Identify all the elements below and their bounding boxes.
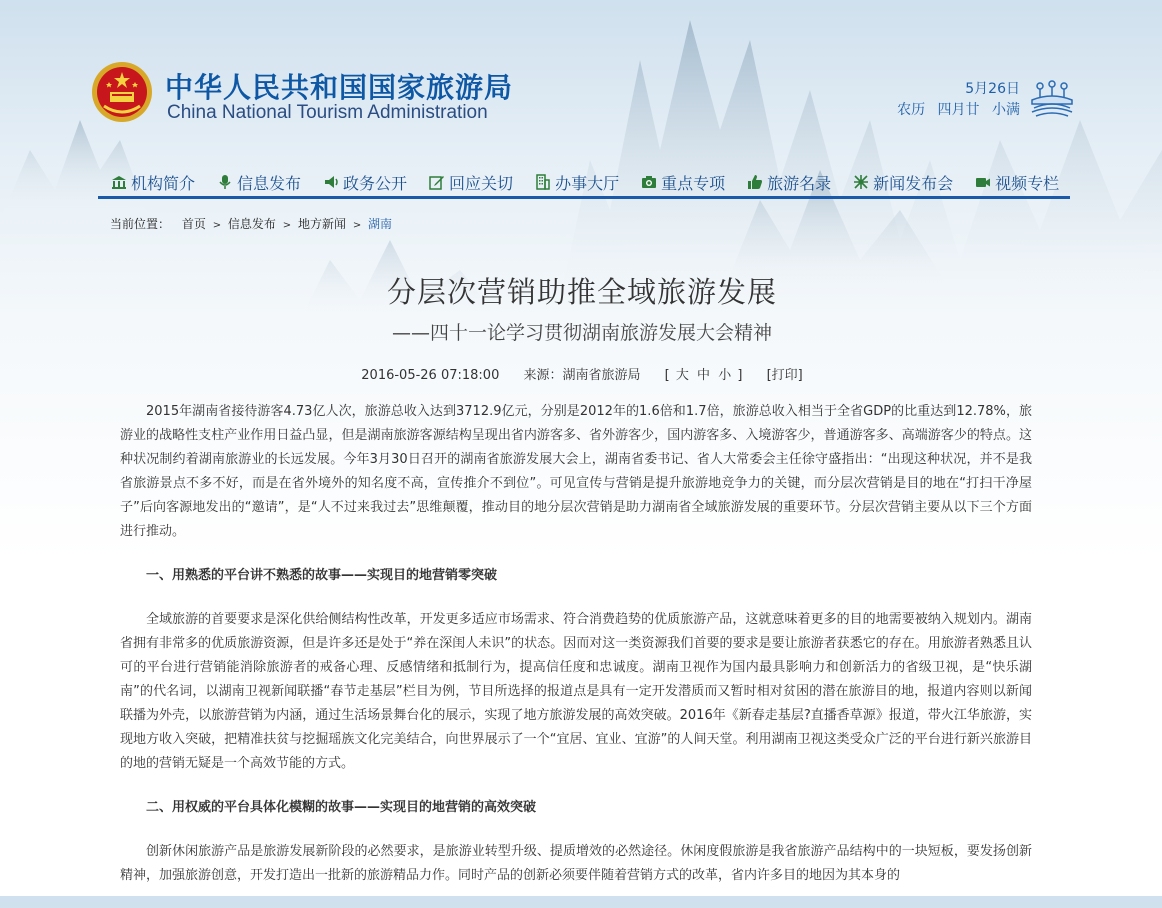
nav-label: 重点专项 <box>661 173 726 193</box>
breadcrumb-local-news[interactable]: 地方新闻 <box>297 217 346 231</box>
breadcrumb-label: 当前位置： <box>110 217 171 231</box>
nav-item-tourism-directory[interactable] <box>747 168 831 196</box>
national-emblem-icon[interactable] <box>90 60 154 124</box>
nav-label: 视频专栏 <box>995 173 1060 193</box>
lunar-label: 农历 <box>897 102 926 118</box>
nav-item-about[interactable] <box>111 168 195 196</box>
nav-label: 政务公开 <box>343 173 408 193</box>
article-source: 来源：湖南省旅游局 <box>523 368 641 383</box>
article-title: 分层次营销助推全域旅游发展 <box>386 275 777 309</box>
breadcrumb-separator-icon: > <box>212 220 222 231</box>
section-heading: 一、用熟悉的平台讲不熟悉的故事——实现目的地营销零突破 <box>146 568 498 583</box>
nav-label: 回应关切 <box>449 173 514 193</box>
site-title-en[interactable]: China National Tourism Administration <box>167 102 488 123</box>
font-size-small-button[interactable]: 小 <box>718 368 732 383</box>
breadcrumb-separator-icon: > <box>282 220 292 231</box>
article-paragraph: 2015年湖南省接待游客4.73亿人次，旅游总收入达到3712.9亿元，分别是2012年的1.6倍和1.7倍，旅游总收入相当于全省GDP的比重达到12.78%，旅游业的战略性支柱产业作用日益凸显，但是湖南旅游客源结构呈现出省内游客多、省外游客少，国内游客多、入境游客少，普通游客多、高端游客少的特点。这种状况制约着湖南旅游业的长远发展。今年3月30日召开的湖南省旅游发展大会上，湖南省委书记、省人大常委会主任徐守盛指出：“出现这种状况，并不是我省旅游景点不多不好，而是在省外境外的知名度不高，宣传推介不到位”。可见宣传与营销是提升旅游地竞争力的关键，而分层次营销是目的地在“打扫干净屋子”后向客源地发出的“邀请”，是“人不过来我过去”思维颠覆，推动目的地分层次营销是助力湖南省全域旅游发展的重要环节。分层次营销主要从以下三个方面进行推动。 <box>120 404 1032 539</box>
print-button[interactable]: [打印] <box>766 368 803 383</box>
building-icon <box>111 174 127 190</box>
nav-item-service-hall[interactable] <box>535 168 619 196</box>
article-paragraph: 全域旅游的首要要求是深化供给侧结构性改革，开发更多适应市场需求、符合消费趋势的优质旅游产品，这就意味着更多的目的地需要被纳入规划内。湖南省拥有非常多的优质旅游资源，但是许多还是处于“养在深闺人未识”的状态。因而对这一类资源我们首要的要求是要让旅游者获悉它的存在。用旅游者熟悉且认可的平台进行营销能消除旅游者的戒备心理、反感情绪和抵制行为，提高信任度和忠诚度。湖南卫视作为国内最具影响力和创新活力的省级卫视，是“快乐湖南”的代名词，以湖南卫视新闻联播“春节走基层”栏目为例，节目所选择的报道点是具有一定开发潜质而又暂时相对贫困的潜在旅游目的地，报道内容则以新闻联播为外壳，以旅游营销为内涵，通过生活场景舞台化的展示，实现了地方旅游发展的高效突破。2016年《新春走基层?直播香草源》报道，带火江华旅游，实现地方收入突破，把精准扶贫与挖掘瑶族文化完美结合，向世界展示了一个“宜居、宜业、宜游”的人间天堂。利用湖南卫视这类受众广泛的平台进行新兴旅游目的地的营销无疑是一个高效节能的方式。 <box>120 612 1032 771</box>
nav-label: 旅游名录 <box>767 173 832 193</box>
date-block <box>880 80 1020 120</box>
nav-label: 新闻发布会 <box>873 173 954 193</box>
breadcrumb-separator-icon: > <box>352 220 362 231</box>
font-size-large-button[interactable]: 大 <box>675 368 689 383</box>
nav-item-gov-affairs[interactable] <box>323 168 407 196</box>
gregorian-date: 5月26日 <box>965 81 1020 97</box>
bracket-open: [ <box>664 368 670 383</box>
nav-item-news[interactable] <box>217 168 301 196</box>
camera-icon <box>641 174 657 190</box>
nav-label: 办事大厅 <box>555 173 620 193</box>
nav-item-response[interactable] <box>429 168 513 196</box>
video-icon <box>975 174 991 190</box>
article-body <box>120 400 1032 908</box>
nav-item-press-conference[interactable] <box>853 168 953 196</box>
bracket-close: ] <box>737 368 743 383</box>
news-icon <box>853 174 869 190</box>
article-meta <box>92 364 1072 383</box>
site-title-cn[interactable]: 中华人民共和国国家旅游局 <box>165 71 514 104</box>
nav-label: 机构简介 <box>131 173 196 193</box>
font-size-controls <box>665 368 747 383</box>
breadcrumb-hunan[interactable]: 湖南 <box>368 217 393 231</box>
article-content <box>92 200 1072 896</box>
breadcrumb-home[interactable]: 首页 <box>181 217 206 231</box>
lunar-date-line <box>880 100 1020 120</box>
speaker-icon <box>323 174 339 190</box>
main-nav <box>98 168 1070 199</box>
solar-term: 小满 <box>992 102 1020 118</box>
edit-icon <box>429 174 445 190</box>
article-paragraph: 创新休闲旅游产品是旅游发展新阶段的必然要求，是旅游业转型升级、提质增效的必然途径。休闲度假旅游是我省旅游产品结构中的一块短板，要发扬创新精神，加强旅游创意，开发打造出一批新的旅游精品力作。同时产品的创新必须要伴随着营销方式的改革，省内许多目的地因为其本身的 <box>120 844 1032 883</box>
breadcrumb-news[interactable]: 信息发布 <box>227 217 276 231</box>
breadcrumb <box>110 215 392 232</box>
office-icon <box>535 174 551 190</box>
article-subtitle: ——四十一论学习贯彻湖南旅游发展大会精神 <box>391 322 772 344</box>
section-heading: 二、用权威的平台具体化模糊的故事——实现目的地营销的高效突破 <box>146 800 537 815</box>
nav-label: 信息发布 <box>237 173 302 193</box>
nav-item-key-projects[interactable] <box>641 168 725 196</box>
thumbs-up-icon <box>747 174 763 190</box>
article-datetime: 2016-05-26 07:18:00 <box>361 368 500 383</box>
font-size-medium-button[interactable]: 中 <box>697 368 711 383</box>
solar-term-icon <box>1030 78 1074 120</box>
nav-item-video-column[interactable] <box>975 168 1059 196</box>
lunar-date: 四月廿 <box>937 102 980 118</box>
microphone-icon <box>217 174 233 190</box>
